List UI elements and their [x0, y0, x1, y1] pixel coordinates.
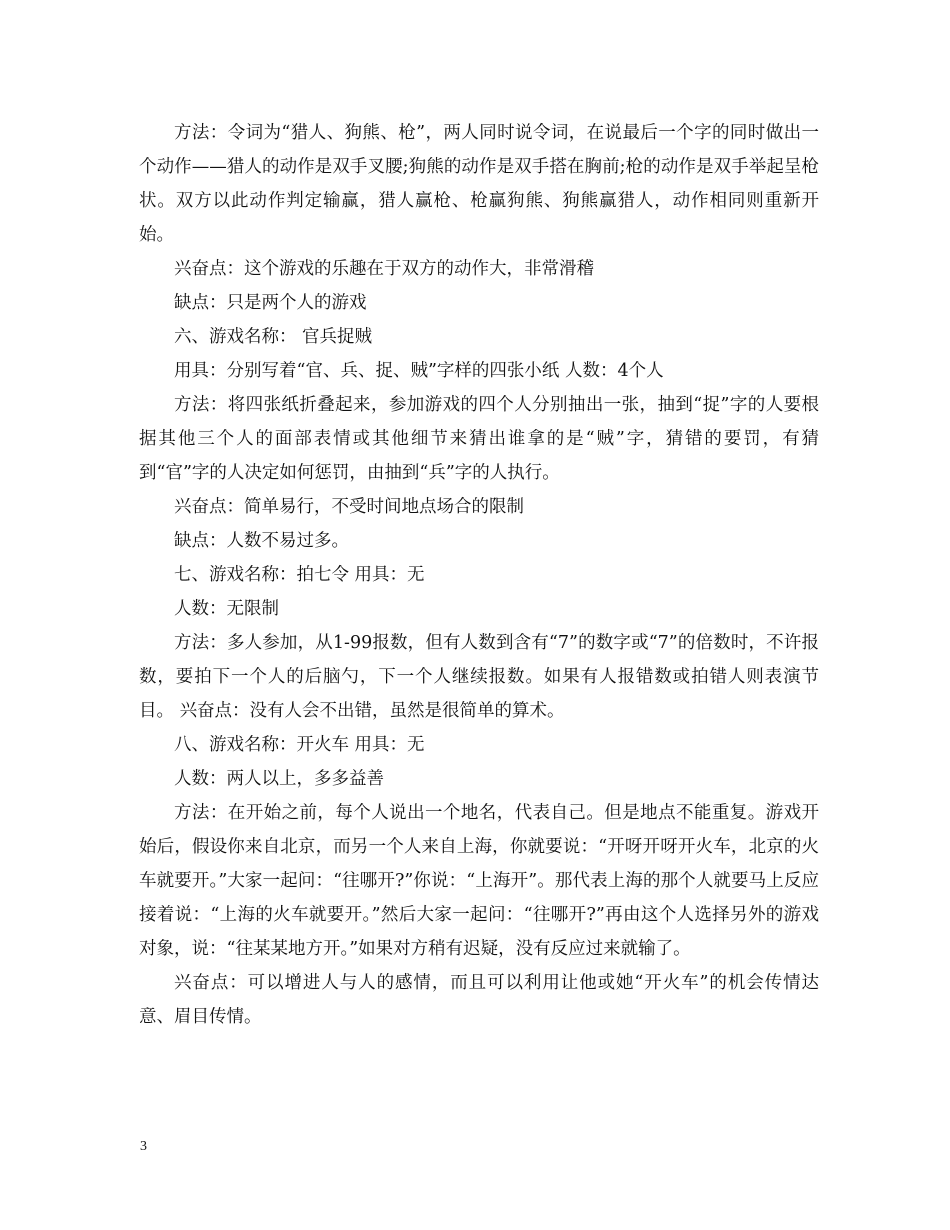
heading-game-six: 六、游戏名称： 官兵捉贼: [174, 327, 373, 347]
paragraph-game-eight-highlight: 兴奋点：可以增进人与人的感情，而且可以利用让他或她“开火车”的机会传情达意、眉目传情。: [139, 973, 819, 1027]
paragraph-game-hunter-method: 方法：令词为“猎人、狗熊、枪”，两人同时说令词，在说最后一个字的同时做出一个动作——猎人的动作是双手叉腰;狗熊的动作是双手搭在胸前;枪的动作是双手举起呈枪状。双方以此动作判定输赢，猎人赢枪、枪赢狗熊、狗熊赢猎人，动作相同则重新开始。: [139, 123, 819, 245]
paragraph-game-six-method: 方法：将四张纸折叠起来，参加游戏的四个人分别抽出一张，抽到“捉”字的人要根据其他三个人的面部表情或其他细节来猜出谁拿的是“贼”字，猜错的要罚，有猜到“官”字的人决定如何惩罚，由抽到“兵”字的人执行。: [139, 395, 819, 483]
heading-game-seven: 七、游戏名称：拍七令 用具：无: [174, 565, 425, 585]
paragraph-game-seven-method: 方法：多人参加，从1-99报数，但有人数到含有“7”的数字或“7”的倍数时，不许报数，要拍下一个人的后脑勺，下一个人继续报数。如果有人报错数或拍错人则表演节目。 兴奋点：没有人会不出错，虽然是很简单的算术。: [139, 633, 819, 721]
paragraph-game-six-highlight: 兴奋点：简单易行，不受时间地点场合的限制: [174, 497, 524, 517]
paragraph-game-eight-method: 方法：在开始之前，每个人说出一个地名，代表自己。但是地点不能重复。游戏开始后，假设你来自北京，而另一个人来自上海，你就要说：“开呀开呀开火车，北京的火车就要开。”大家一起问：“往哪开?”你说：“上海开”。那代表上海的那个人就要马上反应接着说：“上海的火车就要开。”然后大家一起问：“往哪开?”再由这个人选择另外的游戏对象，说：“往某某地方开。”如果对方稍有迟疑，没有反应过来就输了。: [139, 803, 819, 959]
heading-game-eight: 八、游戏名称：开火车 用具：无: [174, 735, 425, 755]
document-body: [139, 116, 819, 1034]
paragraph-game-hunter-highlight: 兴奋点：这个游戏的乐趣在于双方的动作大，非常滑稽: [174, 259, 594, 279]
paragraph-game-six-drawback: 缺点：人数不易过多。: [174, 531, 349, 551]
paragraph-game-seven-players: 人数：无限制: [174, 599, 279, 619]
paragraph-game-six-tools: 用具：分别写着“官、兵、捉、贼”字样的四张小纸 人数：4个人: [174, 361, 664, 381]
paragraph-game-hunter-drawback: 缺点：只是两个人的游戏: [174, 293, 367, 313]
page-number: 3: [140, 1139, 147, 1154]
paragraph-game-eight-players: 人数：两人以上，多多益善: [174, 769, 384, 789]
